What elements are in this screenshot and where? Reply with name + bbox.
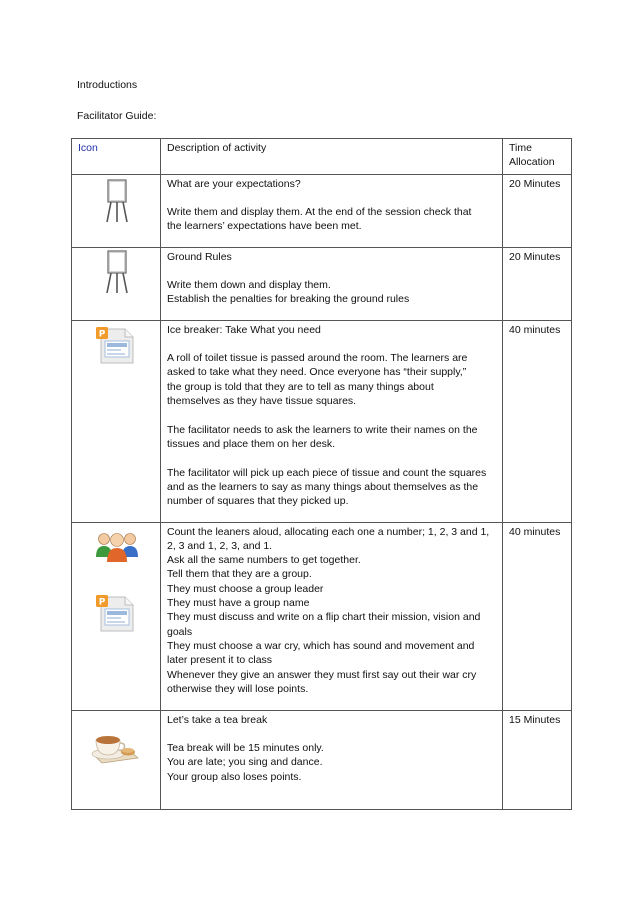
activity-text-line: Your group also loses points. bbox=[167, 770, 302, 783]
icon-cell bbox=[72, 320, 161, 522]
activity-text-line: Ask all the same numbers to get together. bbox=[167, 554, 361, 567]
activity-text-line: A roll of toilet tissue is passed around the room. The learners are bbox=[167, 352, 468, 365]
time-allocation-cell: 15 Minutes bbox=[503, 710, 572, 809]
flipchart-icon bbox=[106, 179, 128, 227]
activity-paragraph bbox=[167, 351, 496, 408]
activity-paragraph bbox=[167, 741, 496, 784]
activity-paragraph bbox=[167, 205, 496, 234]
activity-text-line: 2, 3 and 1, 2, 3, and 1. bbox=[167, 539, 273, 552]
activity-text-line: themselves as they have tissue squares. bbox=[167, 395, 357, 408]
activity-text-line: The facilitator will pick up each piece of tissue and count the squares bbox=[167, 466, 487, 479]
activity-title: Let’s take a tea break bbox=[167, 713, 268, 726]
activity-paragraph bbox=[167, 278, 496, 307]
activity-title: Ground Rules bbox=[167, 250, 232, 263]
time-allocation-cell: 20 Minutes bbox=[503, 247, 572, 320]
section-heading: Facilitator Guide: bbox=[77, 110, 157, 122]
icon-cell bbox=[72, 710, 161, 809]
activity-text-line: Write them down and display them. bbox=[167, 279, 331, 292]
activity-text-line: tissues and place them on her desk. bbox=[167, 437, 336, 450]
table-row bbox=[72, 174, 572, 247]
activity-text-line: otherwise they will lose points. bbox=[167, 682, 309, 695]
flipchart-icon bbox=[106, 250, 128, 298]
activity-text-line: The facilitator needs to ask the learners to write their names on the bbox=[167, 423, 478, 436]
table-row bbox=[72, 320, 572, 522]
activity-text-line: Tea break will be 15 minutes only. bbox=[167, 742, 324, 755]
activity-text-line: They must have a group name bbox=[167, 597, 310, 610]
activity-text-line: Establish the penalties for breaking the ground rules bbox=[167, 293, 410, 306]
table-row bbox=[72, 247, 572, 320]
activity-text-line: the group is told that they are to tell as many things about bbox=[167, 380, 434, 393]
page-title: Introductions bbox=[77, 79, 138, 91]
icon-cell bbox=[72, 174, 161, 247]
icon-column-header: Icon bbox=[72, 139, 161, 175]
time-column-header bbox=[503, 139, 572, 175]
activity-text-line: Tell them that they are a group. bbox=[167, 568, 312, 581]
description-cell bbox=[161, 320, 503, 522]
tea-cup-icon bbox=[88, 727, 140, 771]
activity-text-line: They must choose a group leader bbox=[167, 582, 324, 595]
activity-text-line: and as the learners to say as many things about themselves as the bbox=[167, 480, 479, 493]
activity-text-line: Write them and display them. At the end of the session check that bbox=[167, 206, 472, 219]
time-allocation-cell: 40 minutes bbox=[503, 522, 572, 710]
description-cell bbox=[161, 522, 503, 710]
presentation-slide-icon bbox=[95, 593, 137, 637]
activity-text-line: goals bbox=[167, 625, 193, 638]
activity-text-line: You are late; you sing and dance. bbox=[167, 756, 323, 769]
activity-text-line: They must discuss and write on a flip chart their mission, vision and bbox=[167, 611, 481, 624]
icon-cell bbox=[72, 247, 161, 320]
activity-text-line: asked to take what they need. Once everyone has “their supply,” bbox=[167, 366, 467, 379]
description-cell bbox=[161, 174, 503, 247]
activity-paragraph bbox=[167, 466, 496, 509]
presentation-slide-icon bbox=[95, 325, 137, 369]
activity-paragraph bbox=[167, 525, 496, 697]
activity-text-line: the learners’ expectations have been met. bbox=[167, 220, 362, 233]
time-header-line-1: Time bbox=[509, 142, 532, 154]
facilitator-guide-table bbox=[71, 138, 572, 810]
activity-text-line: Count the leaners aloud, allocating each one a number; 1, 2, 3 and 1, bbox=[167, 525, 490, 538]
description-column-header: Description of activity bbox=[161, 139, 503, 175]
activity-text-line: They must choose a war cry, which has sound and movement and bbox=[167, 639, 475, 652]
activity-paragraph bbox=[167, 423, 496, 452]
time-allocation-cell: 40 minutes bbox=[503, 320, 572, 522]
table-header-row bbox=[72, 139, 572, 175]
activity-title: What are your expectations? bbox=[167, 177, 301, 190]
activity-text-line: later present it to class bbox=[167, 654, 273, 667]
svg-text:P: P bbox=[98, 597, 106, 608]
description-cell bbox=[161, 247, 503, 320]
time-header-line-2: Allocation bbox=[509, 156, 555, 169]
activity-text-line: number of squares that they picked up. bbox=[167, 495, 349, 508]
time-allocation-cell: 20 Minutes bbox=[503, 174, 572, 247]
description-cell bbox=[161, 710, 503, 809]
group-people-icon bbox=[95, 527, 139, 567]
activity-title: Ice breaker: Take What you need bbox=[167, 323, 321, 336]
icon-cell bbox=[72, 522, 161, 710]
table-row bbox=[72, 710, 572, 809]
svg-text:P: P bbox=[98, 329, 106, 340]
table-row bbox=[72, 522, 572, 710]
activity-text-line: Whenever they give an answer they must first say out their war cry bbox=[167, 668, 477, 681]
